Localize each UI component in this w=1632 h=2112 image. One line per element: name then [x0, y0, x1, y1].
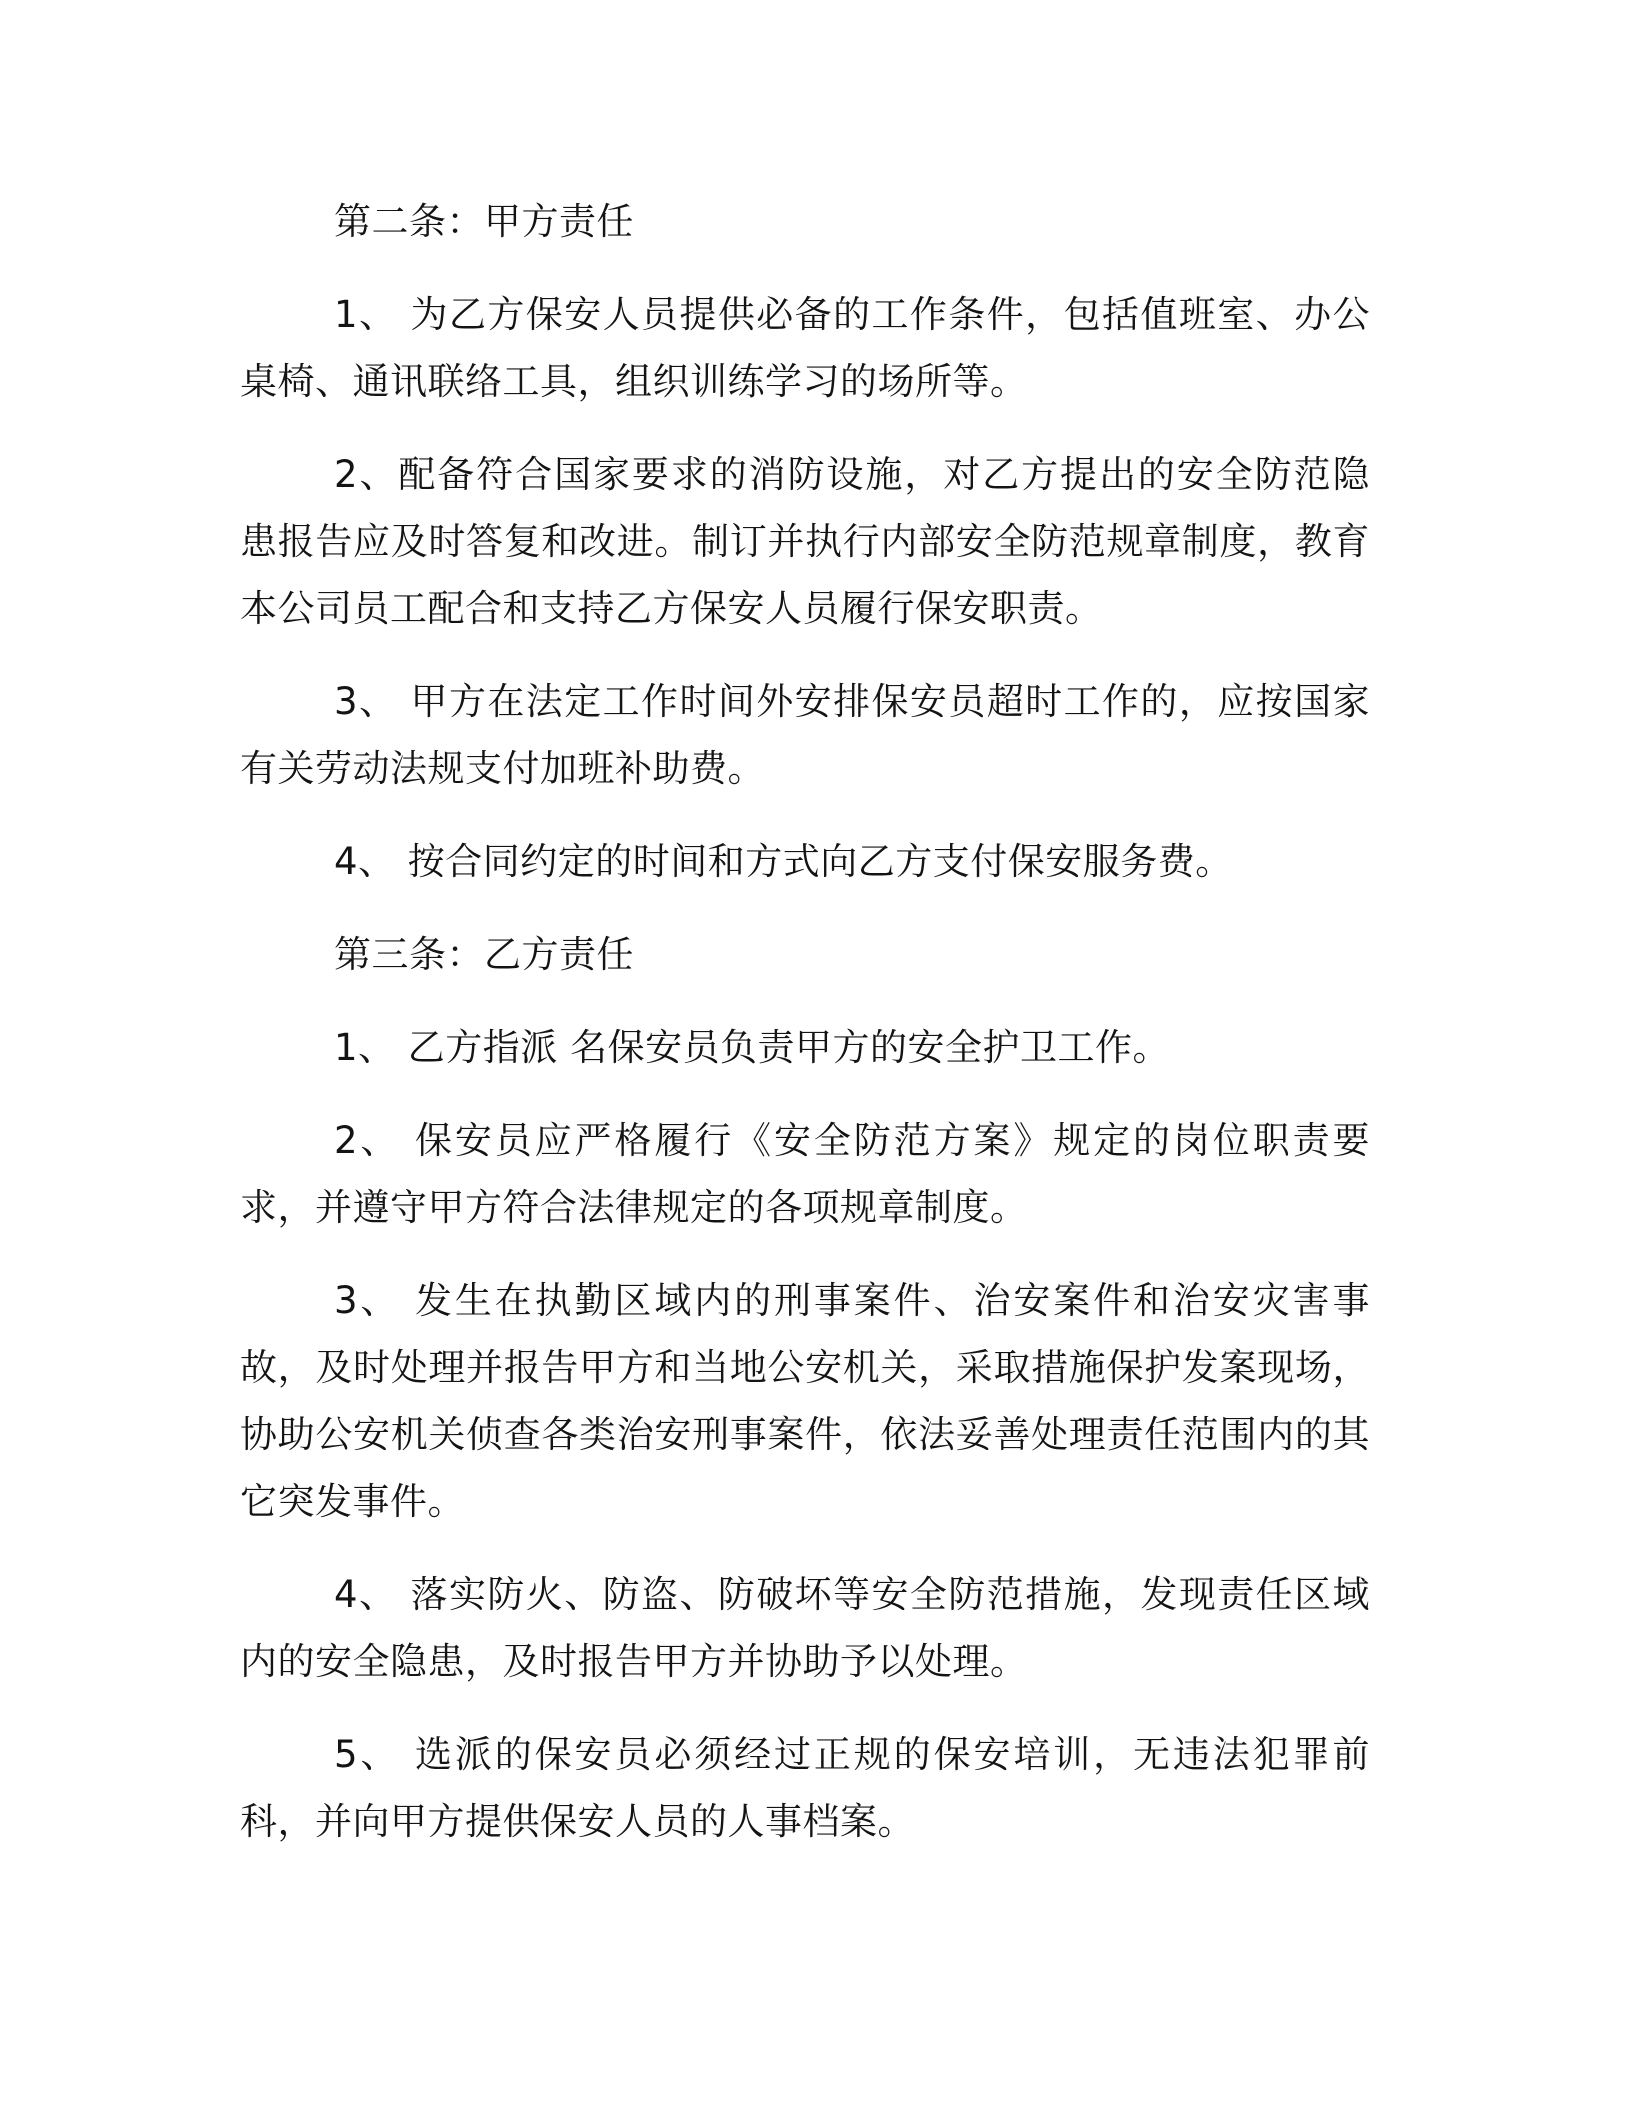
party-a-clause-3: 3、 甲方在法定工作时间外安排保安员超时工作的，应按国家有关劳动法规支付加班补助费。 — [240, 680, 1370, 790]
party-b-clause-4: 4、 落实防火、防盗、防破坏等安全防范措施，发现责任区域内的安全隐患，及时报告甲方并协助予以处理。 — [240, 1573, 1370, 1683]
section-heading-party-b: 第三条：乙方责任 — [334, 933, 634, 976]
section-heading-party-a: 第二条：甲方责任 — [334, 200, 634, 243]
document-body — [240, 188, 1370, 1881]
party-b-clause-2: 2、 保安员应严格履行《安全防范方案》规定的岗位职责要求，并遵守甲方符合法律规定的各项规章制度。 — [240, 1119, 1370, 1229]
party-b-clause-3: 3、 发生在执勤区域内的刑事案件、治安案件和治安灾害事故，及时处理并报告甲方和当地公安机关，采取措施保护发案现场，协助公安机关侦查各类治安刑事案件，依法妥善处理责任范围内的其它突发事件。 — [240, 1279, 1370, 1523]
party-b-clause-1: 1、 乙方指派 名保安员负责甲方的安全护卫工作。 — [334, 1026, 1171, 1069]
party-a-clause-4: 4、 按合同约定的时间和方式向乙方支付保安服务费。 — [334, 840, 1233, 883]
party-b-clause-5: 5、 选派的保安员必须经过正规的保安培训，无违法犯罪前科，并向甲方提供保安人员的人事档案。 — [240, 1733, 1370, 1843]
party-a-clause-1: 1、 为乙方保安人员提供必备的工作条件，包括值班室、办公桌椅、通讯联络工具，组织训练学习的场所等。 — [240, 293, 1370, 403]
party-a-clause-2: 2、配备符合国家要求的消防设施，对乙方提出的安全防范隐患报告应及时答复和改进。制订并执行内部安全防范规章制度，教育本公司员工配合和支持乙方保安人员履行保安职责。 — [240, 453, 1370, 630]
